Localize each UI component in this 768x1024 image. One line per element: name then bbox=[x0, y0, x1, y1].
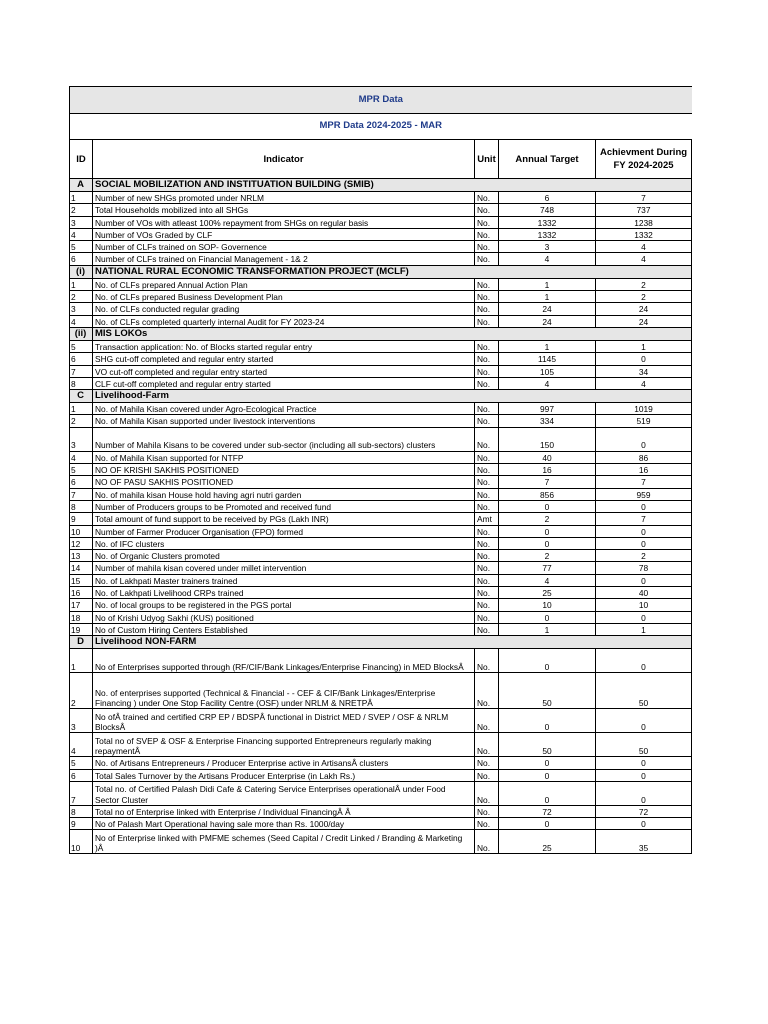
row-id: 7 bbox=[70, 781, 93, 805]
row-target: 1 bbox=[499, 340, 596, 352]
row-indicator: Total no of Enterprise linked with Enterprise / Individual FinancingÂ Â bbox=[93, 805, 475, 817]
row-unit: No. bbox=[475, 216, 499, 228]
row-id: 9 bbox=[70, 818, 93, 830]
row-achievement: 0 bbox=[596, 781, 692, 805]
row-unit: No. bbox=[475, 733, 499, 757]
row-unit: No. bbox=[475, 278, 499, 290]
row-id: 3 bbox=[70, 427, 93, 451]
section-row bbox=[70, 636, 692, 649]
row-unit: No. bbox=[475, 340, 499, 352]
section-row bbox=[70, 390, 692, 403]
row-indicator: No. of CLFs completed quarterly internal Audit for FY 2023-24 bbox=[93, 315, 475, 327]
row-indicator: No. of Lakhpati Livelihood CRPs trained bbox=[93, 587, 475, 599]
row-indicator: No. of mahila kisan House hold having agri nutri garden bbox=[93, 488, 475, 500]
row-achievement: 24 bbox=[596, 303, 692, 315]
table-row bbox=[70, 216, 692, 228]
row-id: 8 bbox=[70, 377, 93, 389]
row-id: 14 bbox=[70, 562, 93, 574]
row-id: 10 bbox=[70, 525, 93, 537]
row-indicator: Number of CLFs trained on SOP- Governence bbox=[93, 241, 475, 253]
row-achievement: 50 bbox=[596, 733, 692, 757]
row-unit: No. bbox=[475, 805, 499, 817]
row-achievement: 4 bbox=[596, 253, 692, 265]
table-row bbox=[70, 488, 692, 500]
table-row bbox=[70, 228, 692, 240]
row-id: 17 bbox=[70, 599, 93, 611]
table-row bbox=[70, 500, 692, 512]
row-achievement: 10 bbox=[596, 599, 692, 611]
row-indicator: Number of new SHGs promoted under NRLM bbox=[93, 192, 475, 204]
row-id: 4 bbox=[70, 228, 93, 240]
table-row bbox=[70, 415, 692, 427]
table-row bbox=[70, 427, 692, 451]
table-row bbox=[70, 537, 692, 549]
row-indicator: No. of Artisans Entrepreneurs / Producer Enterprise active in ArtisansÂ clusters bbox=[93, 757, 475, 769]
row-target: 10 bbox=[499, 599, 596, 611]
row-achievement: 0 bbox=[596, 500, 692, 512]
row-id: 5 bbox=[70, 340, 93, 352]
row-achievement: 0 bbox=[596, 353, 692, 365]
row-achievement: 0 bbox=[596, 427, 692, 451]
row-target: 50 bbox=[499, 673, 596, 709]
row-indicator: CLF cut-off completed and regular entry started bbox=[93, 377, 475, 389]
row-target: 25 bbox=[499, 830, 596, 854]
section-title: NATIONAL RURAL ECONOMIC TRANSFORMATION PROJECT (MCLF) bbox=[93, 265, 692, 278]
row-target: 4 bbox=[499, 574, 596, 586]
row-achievement: 34 bbox=[596, 365, 692, 377]
row-target: 1332 bbox=[499, 228, 596, 240]
row-indicator: No. of CLFs prepared Business Development Plan bbox=[93, 291, 475, 303]
row-id: 15 bbox=[70, 574, 93, 586]
row-target: 0 bbox=[499, 649, 596, 673]
row-target: 0 bbox=[499, 611, 596, 623]
row-achievement: 86 bbox=[596, 451, 692, 463]
row-indicator: Number of CLFs trained on Financial Management - 1& 2 bbox=[93, 253, 475, 265]
section-row bbox=[70, 327, 692, 340]
row-id: 1 bbox=[70, 192, 93, 204]
row-target: 1332 bbox=[499, 216, 596, 228]
row-target: 0 bbox=[499, 500, 596, 512]
row-achievement: 0 bbox=[596, 769, 692, 781]
row-indicator: Number of Mahila Kisans to be covered under sub-sector (including all sub-sectors) clusters bbox=[93, 427, 475, 451]
row-indicator: No ofÂ trained and certified CRP EP / BDSPÂ functional in District MED / SVEP / OSF & NRLM BlocksÂ bbox=[93, 709, 475, 733]
table-row bbox=[70, 315, 692, 327]
row-indicator: Total Households mobilized into all SHGs bbox=[93, 204, 475, 216]
row-target: 4 bbox=[499, 253, 596, 265]
row-unit: No. bbox=[475, 464, 499, 476]
row-indicator: SHG cut-off completed and regular entry started bbox=[93, 353, 475, 365]
table-row bbox=[70, 253, 692, 265]
row-target: 0 bbox=[499, 537, 596, 549]
row-unit: No. bbox=[475, 476, 499, 488]
row-id: 6 bbox=[70, 476, 93, 488]
row-achievement: 72 bbox=[596, 805, 692, 817]
row-unit: No. bbox=[475, 757, 499, 769]
table-row bbox=[70, 623, 692, 635]
row-unit: No. bbox=[475, 500, 499, 512]
table-row bbox=[70, 353, 692, 365]
row-id: 5 bbox=[70, 241, 93, 253]
row-indicator: Total no. of Certified Palash Didi Cafe & Catering Service Enterprises operationalÂ under Food Sector Cluster bbox=[93, 781, 475, 805]
row-achievement: 2 bbox=[596, 278, 692, 290]
row-unit: No. bbox=[475, 291, 499, 303]
table-row bbox=[70, 709, 692, 733]
section-title: MIS LOKOs bbox=[93, 327, 692, 340]
row-target: 1 bbox=[499, 623, 596, 635]
row-target: 1 bbox=[499, 291, 596, 303]
row-target: 856 bbox=[499, 488, 596, 500]
row-target: 7 bbox=[499, 476, 596, 488]
row-id: 2 bbox=[70, 291, 93, 303]
row-target: 0 bbox=[499, 709, 596, 733]
row-unit: No. bbox=[475, 427, 499, 451]
row-target: 77 bbox=[499, 562, 596, 574]
row-target: 3 bbox=[499, 241, 596, 253]
section-id: C bbox=[70, 390, 93, 403]
row-id: 9 bbox=[70, 513, 93, 525]
table-row bbox=[70, 241, 692, 253]
row-target: 0 bbox=[499, 769, 596, 781]
row-id: 3 bbox=[70, 709, 93, 733]
row-indicator: No of Krishi Udyog Sakhi (KUS) positioned bbox=[93, 611, 475, 623]
table-row bbox=[70, 525, 692, 537]
row-achievement: 24 bbox=[596, 315, 692, 327]
row-achievement: 0 bbox=[596, 525, 692, 537]
row-achievement: 78 bbox=[596, 562, 692, 574]
table-row bbox=[70, 278, 692, 290]
table-row bbox=[70, 513, 692, 525]
row-id: 8 bbox=[70, 500, 93, 512]
row-achievement: 0 bbox=[596, 649, 692, 673]
row-achievement: 0 bbox=[596, 818, 692, 830]
row-id: 3 bbox=[70, 303, 93, 315]
row-target: 25 bbox=[499, 587, 596, 599]
row-indicator: Total no of SVEP & OSF & Enterprise Financing supported Entrepreneurs regularly making repaymentÂ bbox=[93, 733, 475, 757]
table-row bbox=[70, 830, 692, 854]
row-indicator: Transaction application: No. of Blocks started regular entry bbox=[93, 340, 475, 352]
row-indicator: No. of CLFs conducted regular grading bbox=[93, 303, 475, 315]
page-title: MPR Data bbox=[70, 87, 692, 114]
row-unit: No. bbox=[475, 315, 499, 327]
row-indicator: Number of VOs Graded by CLF bbox=[93, 228, 475, 240]
row-indicator: No of Enterprises supported through (RF/CIF/Bank Linkages/Enterprise Financing) in MED BlocksÂ bbox=[93, 649, 475, 673]
table-row bbox=[70, 769, 692, 781]
table-row bbox=[70, 673, 692, 709]
row-id: 7 bbox=[70, 488, 93, 500]
row-target: 0 bbox=[499, 525, 596, 537]
row-target: 105 bbox=[499, 365, 596, 377]
row-achievement: 16 bbox=[596, 464, 692, 476]
row-unit: No. bbox=[475, 204, 499, 216]
row-id: 2 bbox=[70, 204, 93, 216]
row-unit: No. bbox=[475, 611, 499, 623]
section-id: A bbox=[70, 179, 93, 192]
table-row bbox=[70, 340, 692, 352]
table-row bbox=[70, 403, 692, 415]
section-title: Livelihood NON-FARM bbox=[93, 636, 692, 649]
row-indicator: Number of VOs with atleast 100% repayment from SHGs on regular basis bbox=[93, 216, 475, 228]
row-id: 4 bbox=[70, 733, 93, 757]
row-unit: No. bbox=[475, 587, 499, 599]
row-unit: No. bbox=[475, 415, 499, 427]
page-subtitle: MPR Data 2024-2025 - MAR bbox=[70, 114, 692, 140]
table-row bbox=[70, 550, 692, 562]
row-unit: No. bbox=[475, 403, 499, 415]
row-unit: No. bbox=[475, 353, 499, 365]
row-target: 24 bbox=[499, 303, 596, 315]
table-row bbox=[70, 781, 692, 805]
row-unit: No. bbox=[475, 562, 499, 574]
table-row bbox=[70, 649, 692, 673]
table-row bbox=[70, 365, 692, 377]
row-indicator: Number of Farmer Producer Organisation (FPO) formed bbox=[93, 525, 475, 537]
row-unit: No. bbox=[475, 241, 499, 253]
section-title: SOCIAL MOBILIZATION AND INSTITUATION BUILDING (SMIB) bbox=[93, 179, 692, 192]
row-indicator: No. of enterprises supported (Technical & Financial - - CEF & CIF/Bank Linkages/Enterprise Financing ) under One Stop Facility Centre (OSF) under NRLM & NRETPÂ bbox=[93, 673, 475, 709]
header-indicator: Indicator bbox=[93, 140, 475, 179]
row-id: 10 bbox=[70, 830, 93, 854]
row-indicator: VO cut-off completed and regular entry started bbox=[93, 365, 475, 377]
row-id: 6 bbox=[70, 353, 93, 365]
header-row bbox=[70, 140, 692, 179]
row-achievement: 40 bbox=[596, 587, 692, 599]
row-target: 4 bbox=[499, 377, 596, 389]
row-id: 19 bbox=[70, 623, 93, 635]
row-indicator: No of Custom Hiring Centers Established bbox=[93, 623, 475, 635]
row-achievement: 1332 bbox=[596, 228, 692, 240]
row-unit: No. bbox=[475, 451, 499, 463]
row-target: 0 bbox=[499, 757, 596, 769]
row-achievement: 0 bbox=[596, 574, 692, 586]
header-id: ID bbox=[70, 140, 93, 179]
row-unit: No. bbox=[475, 574, 499, 586]
table-row bbox=[70, 476, 692, 488]
row-achievement: 2 bbox=[596, 550, 692, 562]
table-row bbox=[70, 574, 692, 586]
row-achievement: 0 bbox=[596, 537, 692, 549]
row-achievement: 0 bbox=[596, 611, 692, 623]
row-unit: No. bbox=[475, 649, 499, 673]
mpr-sheet bbox=[69, 86, 691, 854]
row-target: 334 bbox=[499, 415, 596, 427]
row-id: 7 bbox=[70, 365, 93, 377]
row-indicator: NO OF KRISHI SAKHIS POSITIONED bbox=[93, 464, 475, 476]
section-title: Livelihood-Farm bbox=[93, 390, 692, 403]
row-unit: No. bbox=[475, 303, 499, 315]
row-indicator: Number of Producers groups to be Promoted and received fund bbox=[93, 500, 475, 512]
row-target: 997 bbox=[499, 403, 596, 415]
section-id: (i) bbox=[70, 265, 93, 278]
row-id: 8 bbox=[70, 805, 93, 817]
row-id: 2 bbox=[70, 673, 93, 709]
row-target: 150 bbox=[499, 427, 596, 451]
row-target: 2 bbox=[499, 550, 596, 562]
table-row bbox=[70, 377, 692, 389]
row-achievement: 4 bbox=[596, 241, 692, 253]
row-indicator: No of Enterprise linked with PMFME schemes (Seed Capital / Credit Linked / Branding & Marketing )Â bbox=[93, 830, 475, 854]
row-achievement: 4 bbox=[596, 377, 692, 389]
row-id: 6 bbox=[70, 769, 93, 781]
row-id: 2 bbox=[70, 415, 93, 427]
row-target: 0 bbox=[499, 781, 596, 805]
row-achievement: 2 bbox=[596, 291, 692, 303]
section-row bbox=[70, 265, 692, 278]
table-row bbox=[70, 451, 692, 463]
row-unit: No. bbox=[475, 253, 499, 265]
row-target: 40 bbox=[499, 451, 596, 463]
row-achievement: 0 bbox=[596, 757, 692, 769]
row-unit: No. bbox=[475, 673, 499, 709]
table-row bbox=[70, 818, 692, 830]
row-id: 1 bbox=[70, 649, 93, 673]
table-row bbox=[70, 464, 692, 476]
row-unit: No. bbox=[475, 623, 499, 635]
row-unit: No. bbox=[475, 781, 499, 805]
header-achievement: Achievment During FY 2024-2025 bbox=[596, 140, 692, 179]
row-id: 4 bbox=[70, 451, 93, 463]
row-indicator: No. of Lakhpati Master trainers trained bbox=[93, 574, 475, 586]
table-row bbox=[70, 562, 692, 574]
row-unit: No. bbox=[475, 488, 499, 500]
row-id: 3 bbox=[70, 216, 93, 228]
row-id: 6 bbox=[70, 253, 93, 265]
row-unit: No. bbox=[475, 228, 499, 240]
row-target: 72 bbox=[499, 805, 596, 817]
row-indicator: Total amount of fund support to be received by PGs (Lakh INR) bbox=[93, 513, 475, 525]
row-unit: No. bbox=[475, 525, 499, 537]
row-achievement: 0 bbox=[596, 709, 692, 733]
row-indicator: No. of Organic Clusters promoted bbox=[93, 550, 475, 562]
row-achievement: 519 bbox=[596, 415, 692, 427]
row-unit: No. bbox=[475, 365, 499, 377]
header-unit: Unit bbox=[475, 140, 499, 179]
table-row bbox=[70, 757, 692, 769]
row-indicator: No. of Mahila Kisan supported under livestock interventions bbox=[93, 415, 475, 427]
row-indicator: No. of IFC clusters bbox=[93, 537, 475, 549]
row-indicator: No. of Mahila Kisan supported for NTFP bbox=[93, 451, 475, 463]
table-row bbox=[70, 599, 692, 611]
row-unit: No. bbox=[475, 537, 499, 549]
row-target: 50 bbox=[499, 733, 596, 757]
row-achievement: 1019 bbox=[596, 403, 692, 415]
row-indicator: Number of mahila kisan covered under millet intervention bbox=[93, 562, 475, 574]
row-id: 1 bbox=[70, 278, 93, 290]
section-id: D bbox=[70, 636, 93, 649]
row-unit: No. bbox=[475, 709, 499, 733]
row-target: 2 bbox=[499, 513, 596, 525]
row-target: 1 bbox=[499, 278, 596, 290]
table-row bbox=[70, 291, 692, 303]
row-unit: No. bbox=[475, 769, 499, 781]
row-indicator: NO OF PASU SAKHIS POSITIONED bbox=[93, 476, 475, 488]
row-id: 4 bbox=[70, 315, 93, 327]
row-indicator: No. of local groups to be registered in the PGS portal bbox=[93, 599, 475, 611]
row-unit: No. bbox=[475, 818, 499, 830]
table-row bbox=[70, 805, 692, 817]
row-unit: No. bbox=[475, 830, 499, 854]
row-target: 6 bbox=[499, 192, 596, 204]
table-row bbox=[70, 204, 692, 216]
row-achievement: 7 bbox=[596, 513, 692, 525]
row-achievement: 35 bbox=[596, 830, 692, 854]
table-row bbox=[70, 587, 692, 599]
row-id: 12 bbox=[70, 537, 93, 549]
section-row bbox=[70, 179, 692, 192]
row-indicator: No of Palash Mart Operational having sale more than Rs. 1000/day bbox=[93, 818, 475, 830]
row-id: 1 bbox=[70, 403, 93, 415]
row-achievement: 7 bbox=[596, 192, 692, 204]
row-indicator: No. of Mahila Kisan covered under Agro-Ecological Practice bbox=[93, 403, 475, 415]
row-unit: No. bbox=[475, 599, 499, 611]
row-indicator: Total Sales Turnover by the Artisans Producer Enterprise (in Lakh Rs.) bbox=[93, 769, 475, 781]
subtitle-row bbox=[70, 114, 692, 140]
section-id: (ii) bbox=[70, 327, 93, 340]
row-unit: No. bbox=[475, 192, 499, 204]
row-achievement: 1 bbox=[596, 340, 692, 352]
row-id: 16 bbox=[70, 587, 93, 599]
title-row bbox=[70, 87, 692, 114]
table-row bbox=[70, 303, 692, 315]
row-target: 0 bbox=[499, 818, 596, 830]
row-target: 1145 bbox=[499, 353, 596, 365]
row-unit: No. bbox=[475, 377, 499, 389]
row-unit: Amt bbox=[475, 513, 499, 525]
row-achievement: 1 bbox=[596, 623, 692, 635]
header-target: Annual Target bbox=[499, 140, 596, 179]
row-target: 16 bbox=[499, 464, 596, 476]
row-achievement: 7 bbox=[596, 476, 692, 488]
row-target: 24 bbox=[499, 315, 596, 327]
row-achievement: 1238 bbox=[596, 216, 692, 228]
row-achievement: 959 bbox=[596, 488, 692, 500]
row-id: 13 bbox=[70, 550, 93, 562]
row-target: 748 bbox=[499, 204, 596, 216]
table-row bbox=[70, 733, 692, 757]
row-indicator: No. of CLFs prepared Annual Action Plan bbox=[93, 278, 475, 290]
row-achievement: 50 bbox=[596, 673, 692, 709]
table-row bbox=[70, 192, 692, 204]
row-achievement: 737 bbox=[596, 204, 692, 216]
mpr-table bbox=[69, 86, 692, 854]
table-row bbox=[70, 611, 692, 623]
row-id: 5 bbox=[70, 464, 93, 476]
row-id: 5 bbox=[70, 757, 93, 769]
row-id: 18 bbox=[70, 611, 93, 623]
row-unit: No. bbox=[475, 550, 499, 562]
